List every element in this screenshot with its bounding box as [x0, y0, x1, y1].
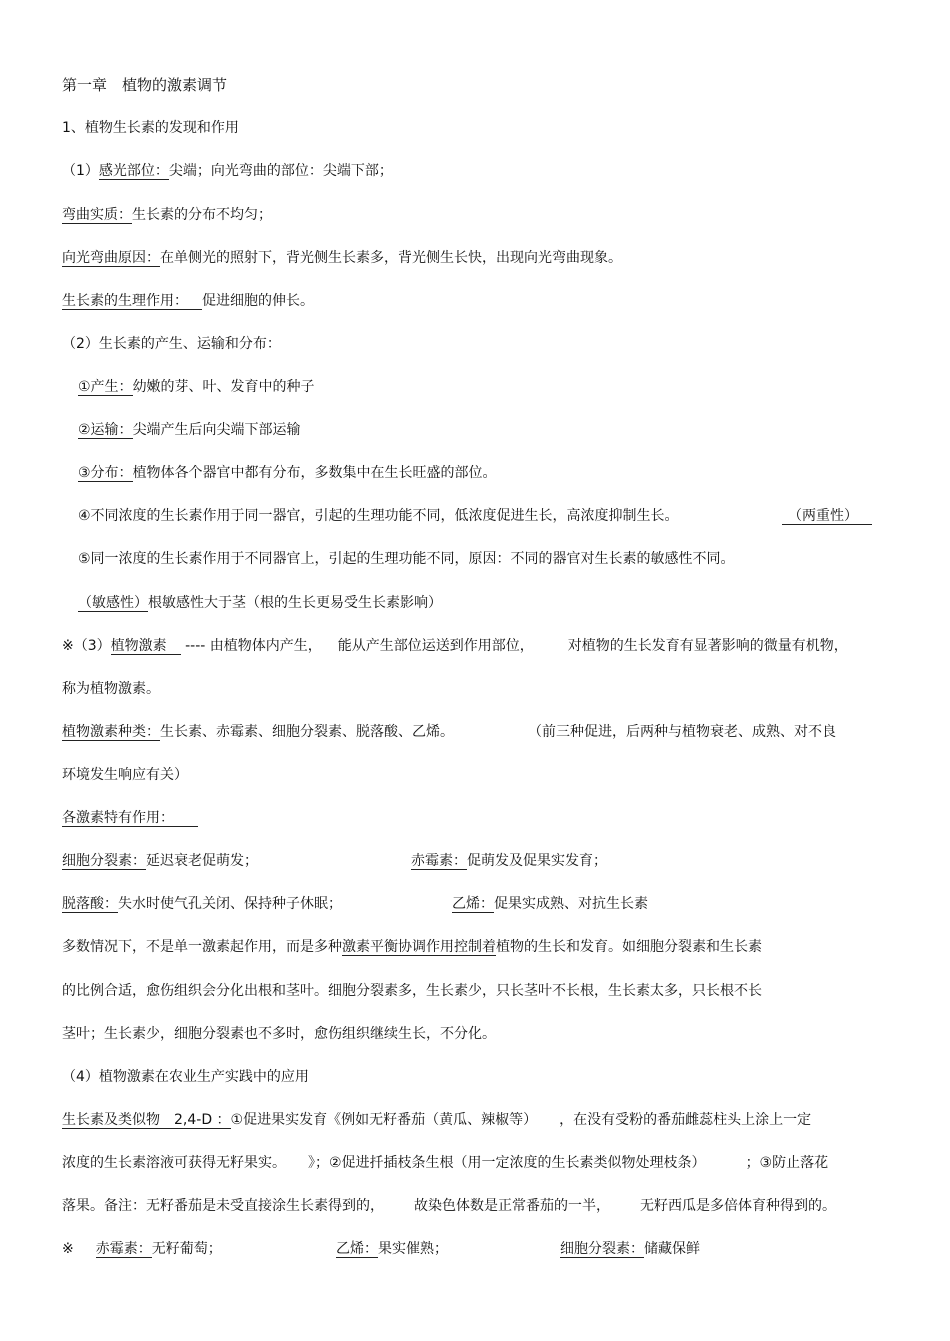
- list-item-organs: ⑤同一浓度的生长素作用于不同器官上，引起的生理功能不同，原因：不同的器官对生长素的敏感性不同。: [78, 551, 735, 567]
- paragraph-hormone-definition: [62, 637, 892, 655]
- application-ethylene: [336, 1240, 536, 1258]
- paragraph-auxin-analog: [62, 1111, 892, 1129]
- underlined-term: 各激素特有作用：: [62, 810, 198, 827]
- paragraph-text: 》；②促进扦插枝条生根（用一定浓度的生长素类似物处理枝条）: [308, 1155, 706, 1171]
- list-item-distribution: [78, 464, 908, 482]
- paragraph-text: 植物体各个器官中都有分布，多数集中在生长旺盛的部位。: [132, 465, 497, 481]
- underlined-term: 弯曲实质：: [62, 207, 132, 223]
- underlined-term: 激素平衡协调作用控制着: [342, 939, 496, 955]
- underlined-term: 细胞分裂素：: [560, 1241, 644, 1257]
- paragraph-kinds-note-cont: 环境发生响应有关）: [62, 767, 188, 783]
- paragraph-text: 促果实成熟、对抗生长素: [494, 896, 648, 912]
- item-number: （1）: [62, 163, 99, 179]
- paragraph-text: 果实催熟；: [378, 1241, 448, 1257]
- underlined-term: （敏感性）: [78, 595, 148, 611]
- paragraph-text: 促进细胞的伸长。: [202, 293, 314, 309]
- paragraph-text: 储藏保鲜: [644, 1241, 700, 1257]
- paragraph-text: 幼嫩的芽、叶、发育中的种子: [132, 379, 315, 395]
- tag-duality: [782, 507, 864, 525]
- underlined-term: 赤霉素：: [411, 853, 467, 869]
- underlined-term: 赤霉素：: [95, 1241, 152, 1257]
- paragraph-auxin-function: [62, 292, 892, 310]
- paragraph-text: 植物的生长和发育。如细胞分裂素和生长素: [496, 939, 762, 955]
- paragraph-text: 失水时使气孔关闭、保持种子休眠；: [118, 896, 342, 912]
- paragraph-multi-hormone-3: 茎叶；生长素少，细胞分裂素也不多时，愈伤组织继续生长，不分化。: [62, 1026, 496, 1042]
- paragraph-text: 延迟衰老促萌发；: [146, 853, 258, 869]
- underlined-term: ②运输：: [78, 422, 133, 438]
- underlined-term: 脱落酸：: [62, 896, 118, 912]
- paragraph-text: 浓度的生长素溶液可获得无籽果实。: [62, 1155, 286, 1171]
- paragraph-text: ；③防止落花: [745, 1155, 829, 1171]
- paragraph-text: 根敏感性大于茎（根的生长更易受生长素影响）: [148, 595, 442, 611]
- paragraph-text: 故染色体数是正常番茄的一半，: [414, 1198, 610, 1214]
- paragraph-text: 无籽葡萄；: [151, 1241, 222, 1257]
- paragraph-multi-hormone-2: 的比例合适，愈伤组织会分化出根和茎叶。细胞分裂素多，生长素少，只长茎叶不长根，生长素太多，只长根不长: [62, 983, 762, 999]
- underlined-term: ①产生：: [78, 379, 133, 395]
- paragraph-special-effects: [62, 809, 892, 827]
- application-cytokinin: [560, 1240, 860, 1258]
- paragraph-text: 促萌发及促果实发育；: [467, 853, 607, 869]
- underlined-term: 乙烯：: [336, 1241, 378, 1257]
- list-item-production: [78, 378, 908, 396]
- paragraph-bending-essence: [62, 206, 892, 224]
- paragraph-phototropism-cause: [62, 249, 892, 267]
- effect-gibberellin: [411, 852, 811, 870]
- paragraph-text: 尖端产生后向尖端下部运输: [132, 422, 301, 438]
- section-4-heading: （4）植物激素在农业生产实践中的应用: [62, 1069, 309, 1085]
- underlined-term: 细胞分裂素：: [62, 853, 146, 869]
- list-item-sensitivity: [78, 594, 908, 612]
- paragraph-text: ，在没有受粉的番茄雌蕊柱头上涂上一定: [559, 1112, 812, 1128]
- paragraph-text: 尖端；向光弯曲的部位：尖端下部；: [168, 163, 393, 179]
- underlined-term: 植物激素: [111, 638, 181, 655]
- list-item-concentration: ④不同浓度的生长素作用于同一器官，引起的生理功能不同，低浓度促进生长，高浓度抑制生长。: [78, 508, 679, 524]
- paragraph-text: ---- 由植物体内产生，: [180, 638, 322, 654]
- effect-ethylene: [452, 895, 852, 913]
- paragraph-text: 无籽西瓜是多倍体育种得到的。: [640, 1198, 836, 1214]
- paragraph-text: 对植物的生长发育有显著影响的微量有机物，: [567, 638, 848, 654]
- chapter-title: 第一章 植物的激素调节: [62, 76, 228, 94]
- underlined-term: 乙烯：: [452, 896, 494, 912]
- paragraph-text: 生长素的分布不均匀；: [132, 207, 272, 223]
- paragraph-text: 能从产生部位运送到作用部位，: [337, 638, 534, 654]
- list-item-transport: [78, 421, 908, 439]
- paragraph-hormone-definition-cont: 称为植物激素。: [62, 681, 160, 697]
- underlined-term: 植物激素种类：: [62, 724, 160, 740]
- underlined-term: 生长素及类似物 2,4-D ：: [62, 1112, 231, 1128]
- underlined-term: 生长素的生理作用：: [62, 293, 202, 310]
- paragraph-kinds-note: （前三种促进，后两种与植物衰老、成熟、对不良: [528, 724, 836, 740]
- note-mark: ※: [62, 1241, 74, 1257]
- paragraph-auxin-analog-2: [62, 1154, 892, 1172]
- underlined-term: 感光部位：: [98, 163, 169, 179]
- paragraph-sensing-site: [62, 162, 892, 180]
- paragraph-text: 多数情况下，不是单一激素起作用，而是多种: [62, 939, 342, 955]
- underlined-term: （两重性）: [782, 508, 872, 525]
- paragraph-auxin-analog-3: [62, 1197, 892, 1215]
- paragraph-text: 生长素、赤霉素、细胞分裂素、脱落酸、乙烯。: [160, 724, 454, 740]
- underlined-term: 向光弯曲原因：: [62, 250, 160, 266]
- paragraph-multi-hormone: [62, 938, 892, 956]
- section-2-heading: （2）生长素的产生、运输和分布：: [62, 336, 281, 352]
- section-1-heading: 1、植物生长素的发现和作用: [62, 120, 239, 136]
- paragraph-text: 在单侧光的照射下，背光侧生长素多，背光侧生长快，出现向光弯曲现象。: [160, 250, 622, 266]
- paragraph-text: 落果。备注：无籽番茄是未受直接涂生长素得到的，: [62, 1198, 384, 1214]
- paragraph-text: ①促进果实发育《例如无籽番茄（黄瓜、辣椒等）: [230, 1112, 538, 1128]
- item-number: ※（3）: [62, 638, 111, 654]
- underlined-term: ③分布：: [78, 465, 133, 481]
